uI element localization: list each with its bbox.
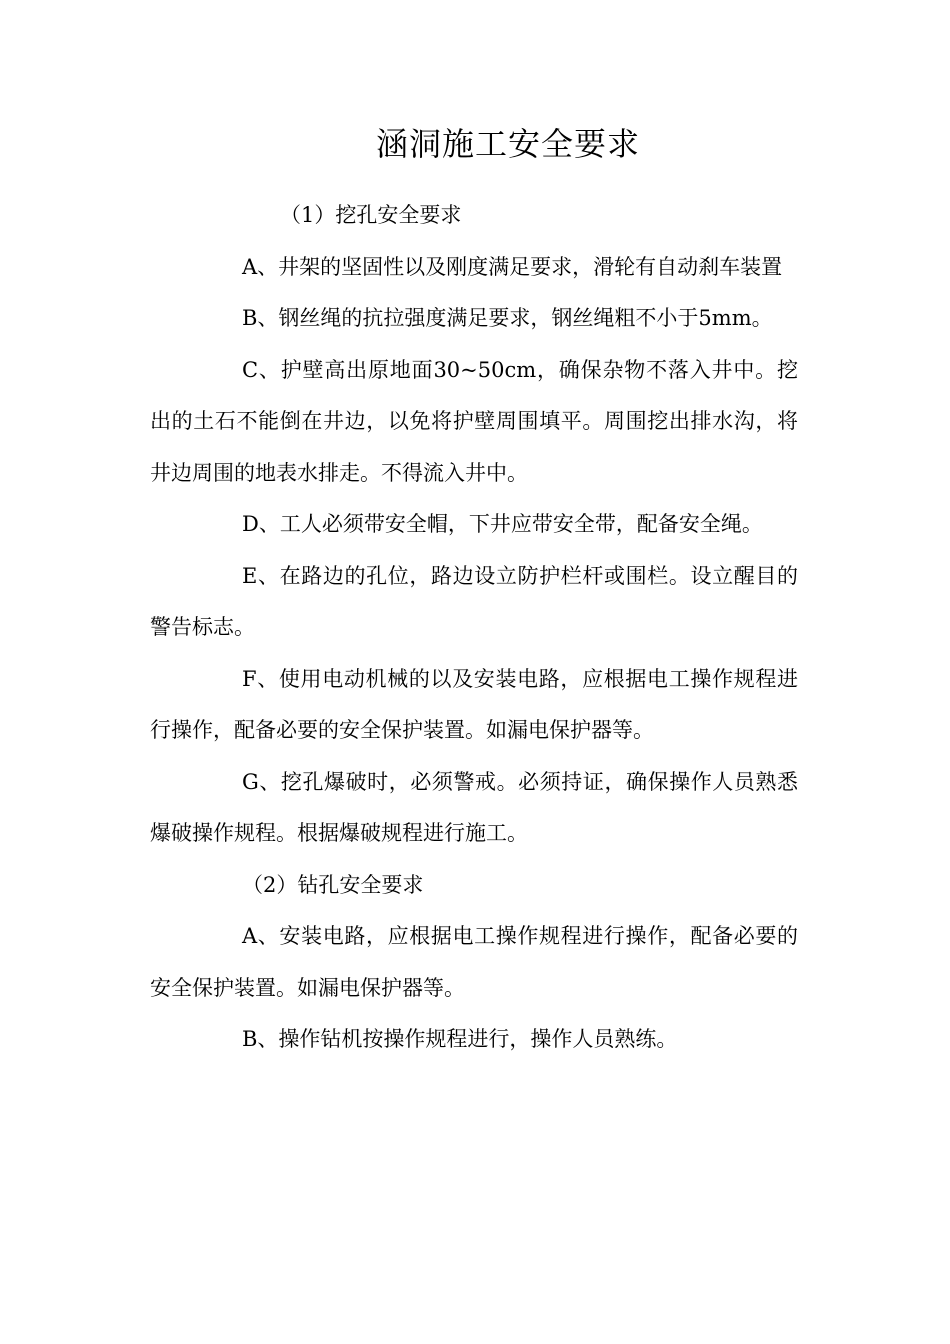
section-1-item-e: E、在路边的孔位，路边设立防护栏杆或围栏。设立醒目的警告标志。 bbox=[150, 563, 798, 639]
document-title: 涵洞施工安全要求 bbox=[375, 125, 640, 163]
section-1-item-b: B、钢丝绳的抗拉强度满足要求，钢丝绳粗不小于5mm。 bbox=[242, 306, 773, 330]
section-1-item-g: G、挖孔爆破时，必须警戒。必须持证，确保操作人员熟悉爆破操作规程。根据爆破规程进行施工。 bbox=[150, 769, 798, 845]
section-2-item-b: B、操作钻机按操作规程进行，操作人员熟练。 bbox=[242, 1027, 678, 1051]
section-1-item-c: C、护壁高出原地面30~50cm，确保杂物不落入井中。挖出的土石不能倒在井边，以免将护壁周围填平。周围挖出排水沟，将井边周围的地表水排走。不得流入井中。 bbox=[150, 357, 798, 485]
section-heading-drilling: （2）钻孔安全要求 bbox=[242, 872, 424, 897]
section-1-item-f: F、使用电动机械的以及安装电路，应根据电工操作规程进行操作，配备必要的安全保护装置。如漏电保护器等。 bbox=[150, 666, 798, 742]
section-2-item-a: A、安装电路，应根据电工操作规程进行操作，配备必要的安全保护装置。如漏电保护器等。 bbox=[150, 924, 798, 1000]
document-body bbox=[150, 190, 798, 1066]
section-1-item-a: A、井架的坚固性以及刚度满足要求，滑轮有自动刹车装置 bbox=[242, 254, 783, 279]
section-1-item-d: D、工人必须带安全帽，下井应带安全带，配备安全绳。 bbox=[242, 512, 763, 536]
section-heading-drilling-excavation: （1）挖孔安全要求 bbox=[280, 203, 462, 227]
